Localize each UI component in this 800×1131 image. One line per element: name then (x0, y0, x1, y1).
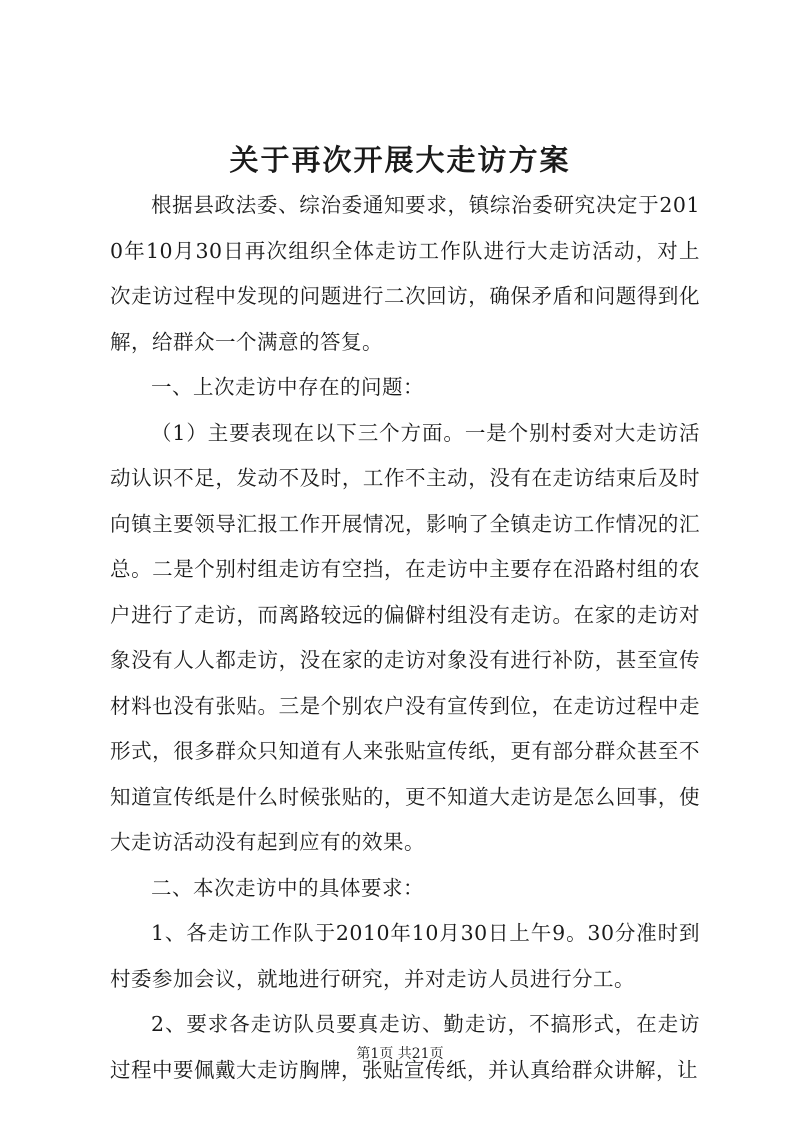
section-heading-requirements: 二、本次走访中的具体要求： (151, 875, 424, 900)
document-body (110, 183, 700, 1093)
paragraph-intro: 根据县政法委、综治委通知要求，镇综治委研究决定于2010年10月30日再次组织全体走访工作队进行大走访活动，对上次走访过程中发现的问题进行二次回访，确保矛盾和问题得到化解，给群众一个满意的答复。 (110, 193, 700, 354)
paragraph-requirement-1: 1、各走访工作队于2010年10月30日上午9。30分准时到村委参加会议，就地进行研究，并对走访人员进行分工。 (110, 921, 700, 991)
section-heading-problems: 一、上次走访中存在的问题： (151, 375, 424, 399)
document-title: 关于再次开展大走访方案 (229, 143, 571, 177)
paragraph-requirement-2: 2、要求各走访队员要真走访、勤走访，不搞形式，在走访过程中要佩戴大走访胸牌，张贴宣传纸，并认真给群众讲解，让 (110, 1012, 700, 1082)
paragraph-problems-detail: （1）主要表现在以下三个方面。一是个别村委对大走访活动认识不足，发动不及时，工作不主动，没有在走访结束后及时向镇主要领导汇报工作开展情况，影响了全镇走访工作情况的汇总。二是个别村组走访有空挡，在走访中主要存在沿路村组的农户进行了走访，而离路较远的偏僻村组没有走访。在家的走访对象没有人人都走访，没在家的走访对象没有进行补防，甚至宣传材料也没有张贴。三是个别农户没有宣传到位，在走访过程中走形式，很多群众只知道有人来张贴宣传纸，更有部分群众甚至不知道宣传纸是什么时候张贴的，更不知道大走访是怎么回事，使大走访活动没有起到应有的效果。 (110, 420, 700, 854)
page-number-footer: 第1页 共21页 (356, 1046, 444, 1062)
